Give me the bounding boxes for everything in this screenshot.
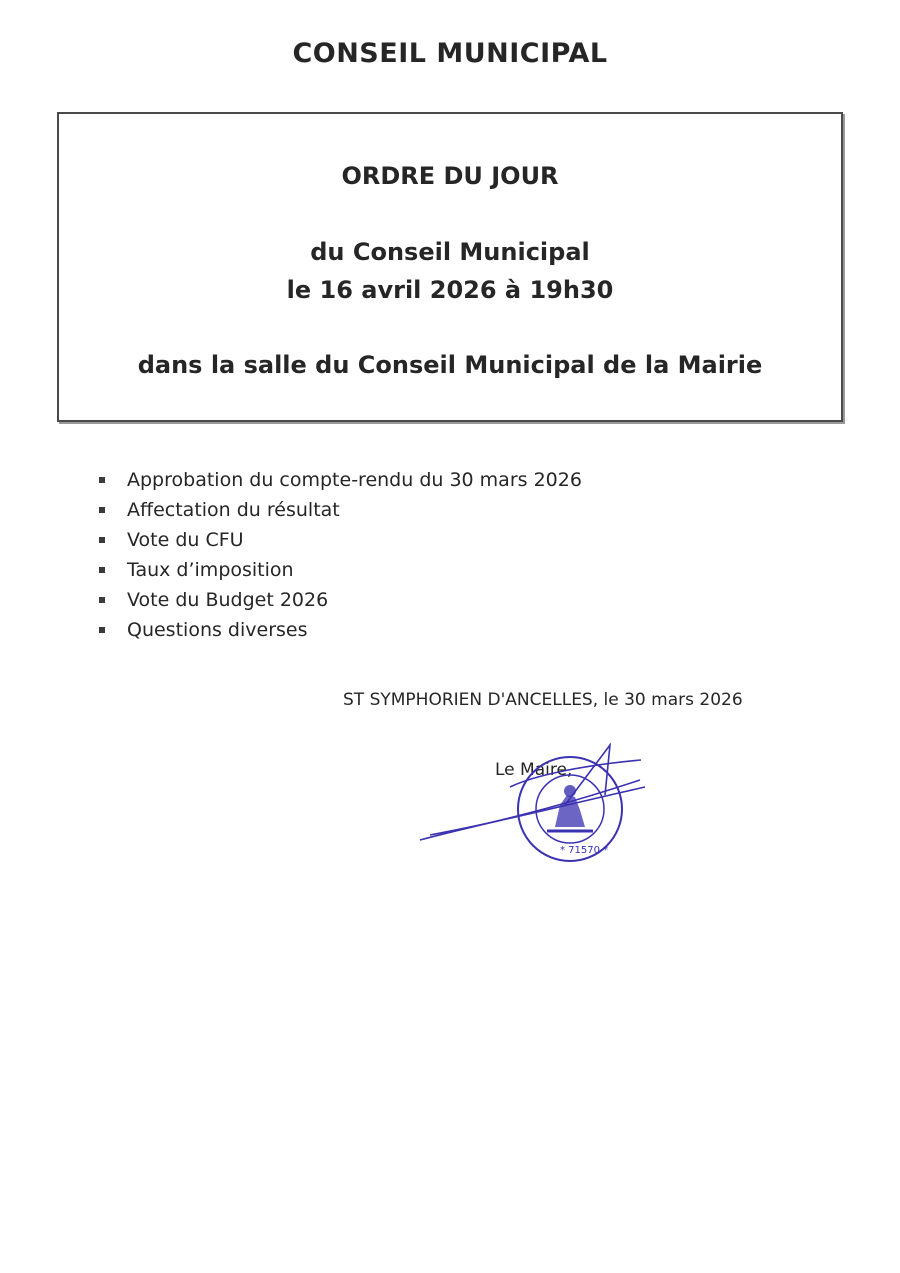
official-stamp-icon (518, 757, 622, 861)
agenda-header-box (57, 112, 843, 422)
agenda-heading: ORDRE DU JOUR (341, 162, 559, 190)
list-item (96, 615, 582, 645)
signature-block (415, 735, 655, 865)
page-title: CONSEIL MUNICIPAL (292, 38, 608, 69)
square-bullet-icon (99, 507, 105, 513)
svg-text:* 71570 *: * 71570 * (560, 845, 609, 856)
list-item (96, 465, 582, 495)
list-item (96, 495, 582, 525)
agenda-item-label: Affectation du résultat (127, 499, 340, 521)
square-bullet-icon (99, 537, 105, 543)
list-item (96, 525, 582, 555)
agenda-item-label: Questions diverses (127, 619, 308, 641)
list-item (96, 555, 582, 585)
agenda-item-label: Approbation du compte-rendu du 30 mars 2026 (127, 469, 582, 491)
agenda-item-label: Vote du Budget 2026 (127, 589, 329, 611)
agenda-list (96, 465, 582, 645)
mayor-stamp-and-signature (415, 735, 655, 865)
agenda-item-label: Taux d’imposition (127, 559, 294, 581)
square-bullet-icon (99, 627, 105, 633)
agenda-item-label: Vote du CFU (127, 529, 244, 551)
square-bullet-icon (99, 567, 105, 573)
signatory-label: Le Maire, (495, 760, 573, 780)
square-bullet-icon (99, 597, 105, 603)
meeting-date: le 16 avril 2026 à 19h30 (286, 276, 614, 304)
place-and-date: ST SYMPHORIEN D'ANCELLES, le 30 mars 2026 (343, 690, 743, 710)
meeting-location: dans la salle du Conseil Municipal de la Mairie (137, 351, 763, 379)
meeting-name: du Conseil Municipal (310, 238, 590, 266)
handwritten-signature (420, 745, 645, 840)
list-item (96, 585, 582, 615)
square-bullet-icon (99, 477, 105, 483)
